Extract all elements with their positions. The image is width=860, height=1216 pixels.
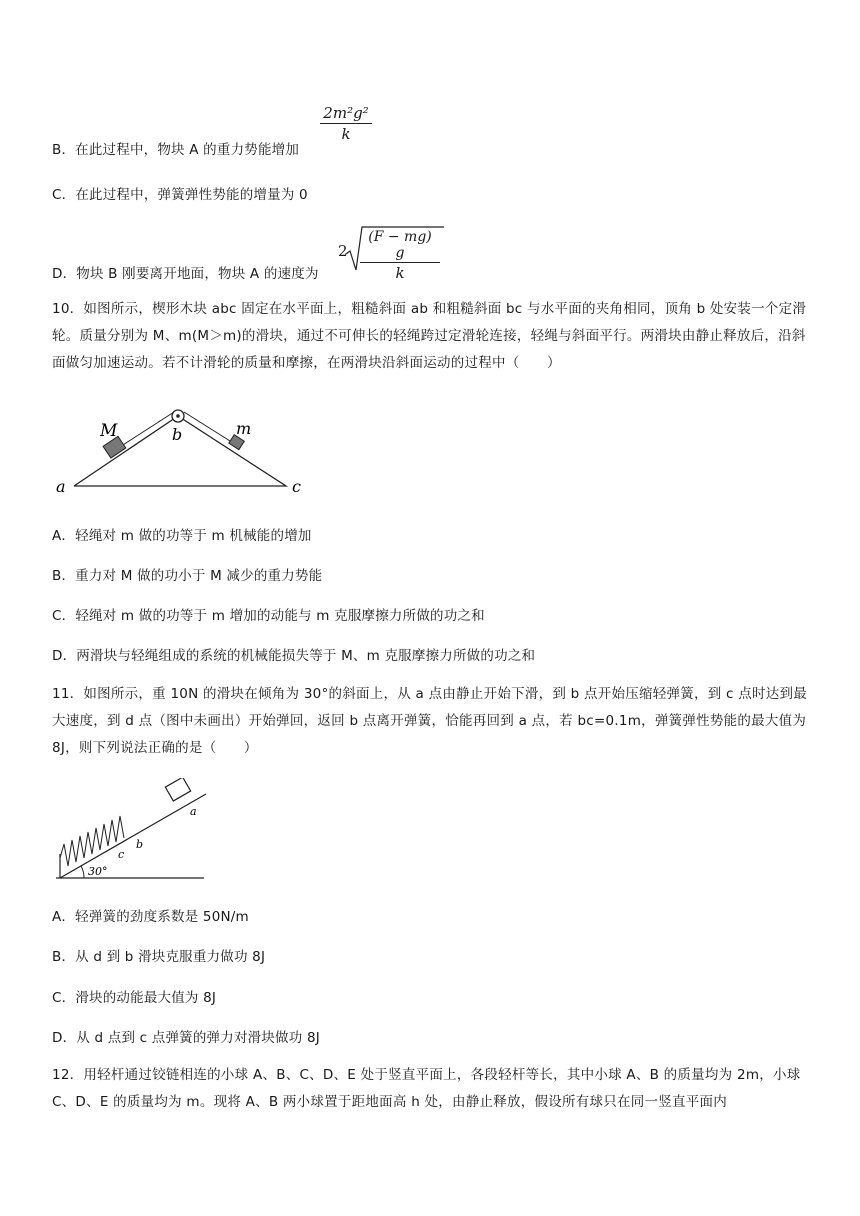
q10-wedge-figure	[50, 402, 310, 494]
q9-option-b: B．在此过程中，物块 A 的重力势能增加	[52, 142, 300, 158]
q10-option-d: D．两滑块与轻绳组成的系统的机械能损失等于 M、m 克服摩擦力所做的功之和	[52, 648, 536, 664]
fraction-bar	[360, 262, 440, 263]
fraction-denominator: k	[341, 125, 351, 143]
fraction-denominator: k	[395, 264, 405, 282]
q11-incline-figure	[50, 778, 210, 882]
label-a: a	[56, 477, 66, 494]
label-a: a	[190, 805, 197, 818]
label-b: b	[136, 838, 144, 851]
q11-option-a: A．轻弹簧的劲度系数是 50N/m	[52, 909, 249, 925]
q11-option-c: C．滑块的动能最大值为 8J	[52, 990, 217, 1006]
q10-option-c: C．轻绳对 m 做的功等于 m 增加的动能与 m 克服摩擦力所做的功之和	[52, 608, 485, 624]
slider-block	[165, 778, 190, 801]
label-b: b	[172, 425, 183, 444]
label-c: c	[292, 477, 301, 494]
q9-optB-fraction	[320, 104, 372, 143]
fraction-numerator: (F − mg) g	[368, 229, 432, 261]
q10-stem: 10．如图所示，楔形木块 abc 固定在水平面上，粗糙斜面 ab 和粗糙斜面 bc 与水平面的夹角相同，顶角 b 处安装一个定滑轮。质量分别为 M、m(M＞m)的滑块，通过不可伸长的轻绳跨过定滑轮连接，轻绳与斜面平行。两滑块由静止释放后，沿斜面做匀加速运动。若不计滑轮的质量和摩擦，在两滑块沿斜面运动的过程中（ ）	[52, 301, 807, 371]
q11-option-d: D．从 d 点到 c 点弹簧的弹力对滑块做功 8J	[52, 1030, 320, 1046]
label-M: M	[100, 421, 118, 441]
label-c: c	[118, 848, 125, 861]
label-angle: 30°	[88, 865, 108, 878]
q12-stem: 12．用轻杆通过铰链相连的小球 A、B、C、D、E 处于竖直平面上，各段轻杆等长，其中小球 A、B 的质量均为 2m，小球 C、D、E 的质量均为 m。现将 A、B 两小球置于距地面高 h 处，由静止释放，假设所有球只在同一竖直平面内	[52, 1067, 801, 1110]
q10-option-b: B．重力对 M 做的功小于 M 减少的重力势能	[52, 568, 323, 584]
label-m: m	[236, 419, 252, 438]
q11-option-b: B．从 d 到 b 滑块克服重力做功 8J	[52, 949, 266, 965]
fraction-bar	[320, 123, 372, 124]
q11-stem: 11．如图所示，重 10N 的滑块在倾角为 30°的斜面上，从 a 点由静止开始下滑，到 b 点开始压缩轻弹簧，到 c 点时达到最大速度，到 d 点（图中未画出）开始弹回，返回 b 点离开弹簧，恰能再回到 a 点，若 bc=0.1m，弹簧弹性势能的最大值为 8J，则下列说法正确的是（ ）	[52, 686, 808, 756]
q9-option-d: D．物块 B 刚要离开地面，物块 A 的速度为	[52, 266, 319, 282]
spring-icon	[60, 816, 124, 866]
q9-optD-fraction	[360, 229, 440, 282]
q10-option-a: A．轻绳对 m 做的功等于 m 机械能的增加	[52, 528, 312, 544]
fraction-numerator: 2m²g²	[323, 104, 369, 122]
q9-optD-coefficient: 2	[338, 242, 348, 260]
q9-option-c: C．在此过程中，弹簧弹性势能的增量为 0	[52, 187, 308, 203]
